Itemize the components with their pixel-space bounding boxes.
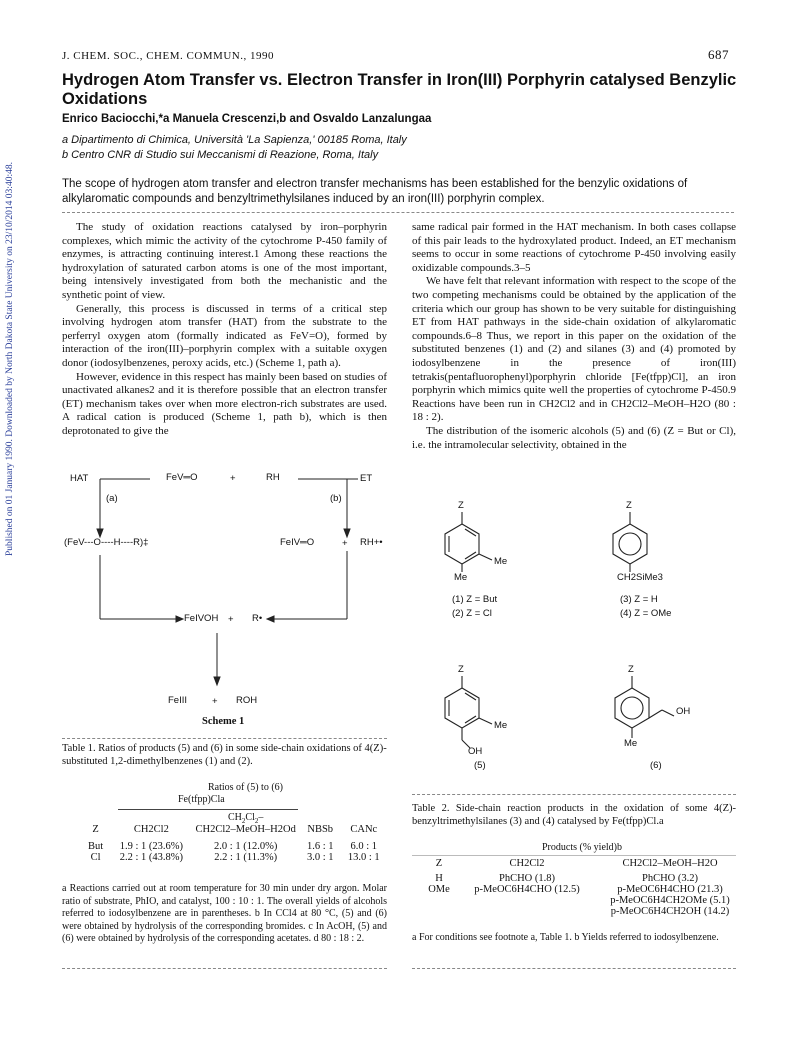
cell: 2.0 : 1 (12.0%)	[214, 841, 278, 852]
table2-col-mixed: CH2Cl2–MeOH–H2O	[622, 858, 718, 869]
divider	[62, 738, 387, 739]
plus-sign: +	[228, 614, 234, 625]
table-row	[420, 884, 744, 895]
cell	[458, 895, 596, 906]
affiliation-a: a Dipartimento di Chimica, Università 'La Sapienza,' 00185 Roma, Italy	[62, 134, 407, 146]
divider	[412, 794, 736, 795]
et-label: ET	[360, 473, 373, 484]
hydroxyl-label: OH	[676, 706, 691, 717]
table1-col-mix-top: $CH_2Cl_2-$	[228, 812, 264, 825]
feiv-o-label: FeIV═O	[280, 537, 315, 548]
cell: But	[88, 841, 104, 852]
plus-sign: +	[230, 473, 236, 484]
authors: Enrico Baciocchi,*a Manuela Crescenzi,b and Osvaldo Lanzalungaa	[62, 113, 432, 125]
cell: 1.9 : 1 (23.6%)	[119, 841, 183, 852]
table2-head: Products (% yield)b	[542, 842, 622, 853]
table-row	[80, 852, 387, 863]
table1-col-nbs: NBSb	[307, 824, 334, 835]
cell: 13.0 : 1	[347, 852, 380, 863]
cell: Cl	[90, 852, 101, 863]
z-substituent: Z	[628, 664, 634, 675]
cell: 2.2 : 1 (43.8%)	[119, 852, 183, 863]
table2-footnote: a For conditions see footnote a, Table 1. b Yields referred to iodosylbenzene.	[412, 932, 719, 943]
hydroxyl-label: OH	[468, 746, 483, 757]
cell: 2.2 : 1 (11.3%)	[214, 852, 278, 863]
methyl-label: Me	[494, 720, 508, 731]
cell: PhCHO (3.2)	[641, 873, 698, 884]
compound-2-label: (2) Z = Cl	[452, 608, 492, 619]
cell: p-MeOC6H4CHO (12.5)	[474, 884, 580, 895]
cell	[458, 906, 596, 917]
download-notice	[4, 60, 16, 660]
table2-grid	[420, 858, 744, 917]
article-title: Hydrogen Atom Transfer vs. Electron Transfer in Iron(III) Porphyrin catalysed Benzylic Oxidations	[62, 71, 737, 108]
z-substituent: Z	[458, 500, 464, 511]
table2-header-row	[420, 858, 744, 869]
table1-head-catalyst: Fe(tfpp)Cla	[178, 794, 225, 805]
scheme-arrows	[62, 465, 392, 725]
compound-6-label: (6)	[650, 760, 662, 771]
table1-grid	[80, 824, 387, 863]
abstract-divider	[62, 212, 734, 213]
table1-col-can: CANc	[350, 824, 378, 835]
z-substituent: Z	[626, 500, 632, 511]
table2-caption: Table 2. Side-chain reaction products in the oxidation of some 4(Z)-benzyltrimethylsilanes (3) and (4) catalysed by Fe(tfpp)Cl.a	[412, 803, 736, 827]
structure-drawings	[412, 498, 742, 778]
z-substituent: Z	[458, 664, 464, 675]
scheme-1	[62, 465, 392, 735]
table2-col-z: Z	[435, 858, 443, 869]
page-number: 687	[708, 47, 729, 62]
divider	[62, 968, 387, 969]
table1-rule	[118, 809, 298, 810]
cell: PhCHO (1.8)	[498, 873, 555, 884]
paragraph: However, evidence in this respect has mainly been based on studies of unactivated alkanes2 and it is therefore possible that an electron transfer (ET) mechanism takes over when more electron-rich substrates are used. A radical cation is produced (Scheme 1, path b), which is then deprotonated to give the	[62, 370, 387, 437]
ch2sime3-label: CH2SiMe3	[617, 572, 663, 583]
cell: p-MeOC6H4CH2OMe (5.1)	[610, 895, 730, 906]
table-row	[420, 906, 744, 917]
structures-figure	[412, 498, 742, 778]
compound-1-label: (1) Z = But	[452, 594, 498, 605]
table1-header-row	[80, 824, 387, 835]
cell: p-MeOC6H4CHO (21.3)	[617, 884, 723, 895]
cell: p-MeOC6H4CH2OH (14.2)	[610, 906, 730, 917]
cell	[420, 895, 458, 906]
right-column-text	[412, 221, 736, 452]
paragraph: Generally, this process is discussed in terms of a critical step involving hydrogen atom transfer (HAT) from the substrate to the perferryl oxygen atom (formally indicated as FeV=O), formed by interaction of the iron(III)–porphyrin complex with a suitable oxygen donor (iodosylbenzenes, peroxy acids, etc.) (Scheme 1, path a).	[62, 302, 387, 369]
cell: 6.0 : 1	[350, 841, 378, 852]
path-a-label: (a)	[106, 493, 118, 504]
methyl-label: Me	[624, 738, 638, 749]
roh-label: ROH	[236, 695, 258, 706]
download-notice-text: Published on 01 January 1990. Downloaded by North Dakota State University on 23/10/2014 03:40:48.	[5, 162, 15, 556]
table1-col-mixed: CH2Cl2–MeOH–H2Od	[195, 824, 296, 835]
feiv-oh-label: FeIVOH	[184, 613, 219, 624]
scheme-caption: Scheme 1	[202, 716, 245, 727]
path-b-label: (b)	[330, 493, 342, 504]
radical-cation-label: RH+•	[360, 537, 383, 548]
cell	[420, 906, 458, 917]
paragraph: We have felt that relevant information with respect to the scope of the two competing mechanisms could be obtained by the application of the criteria which our group has shown to be very suitable for distinguishing ET from HAT pathways in the side-chain oxidation of alkylaromatic compounds.6–8 Thus, we report in this paper on the oxidation of the substituted benzenes (1) and (2) and silanes (3) and (4) promoted by iodosylbenzene in the presence of iron(III) tetrakis(pentafluorophenyl)porphyrin chloride [Fe(tfpp)Cl], an iron porphyrin which mimics quite well the properties of cytochrome P-450.9 Reactions have been run in CH2Cl2 and in CH2Cl2–MeOH–H2O (80 : 18 : 2).	[412, 275, 736, 424]
compound-4-label: (4) Z = OMe	[620, 608, 672, 619]
table1-head-ratios: Ratios of (5) to (6)	[208, 782, 283, 793]
compound-5-label: (5)	[474, 760, 486, 771]
plus-sign: +	[342, 538, 348, 549]
methyl-label: Me	[494, 556, 508, 567]
compound-3-label: (3) Z = H	[620, 594, 658, 605]
table1-col-ch2cl2: CH2Cl2	[133, 824, 169, 835]
table2-rule	[412, 855, 736, 856]
cell: 1.6 : 1	[306, 841, 334, 852]
feiii-label: FeIII	[168, 695, 188, 706]
divider	[412, 968, 736, 969]
cell: H	[435, 873, 443, 884]
affiliation-b: b Centro CNR di Studio sui Meccanismi di Reazione, Roma, Italy	[62, 149, 379, 161]
table-row	[420, 873, 744, 884]
rh-label: RH	[266, 472, 280, 483]
plus-sign: +	[212, 696, 218, 707]
table-row	[80, 841, 387, 852]
hat-label: HAT	[70, 473, 89, 484]
radical-label: R•	[252, 613, 263, 624]
journal-header: J. CHEM. SOC., CHEM. COMMUN., 1990	[62, 50, 274, 62]
methyl-label: Me	[454, 572, 468, 583]
abstract: The scope of hydrogen atom transfer and electron transfer mechanisms has been established for the benzylic oxidations of alkylaromatic compounds and benzyltrimethylsilanes induced by an iron(III) porphyrin complex.	[62, 178, 688, 205]
table-row	[420, 895, 744, 906]
table1-caption: Table 1. Ratios of products (5) and (6) in some side-chain oxidations of 4(Z)-substituted 1,2-dimethylbenzenes (1) and (2).	[62, 743, 387, 767]
paragraph: The study of oxidation reactions catalysed by iron–porphyrin complexes, which mimic the activity of the cytochrome P-450 family of enzymes, is attracting continuing interest.1 Among these reactions the hydroxylation of saturated carbon atoms is one of the most important, being intensively investigated from both the mechanistic and the synthetic point of view.	[62, 221, 387, 301]
paragraph: The distribution of the isomeric alcohols (5) and (6) (Z = But or Cl), i.e. the intramolecular selectivity, obtained in the	[412, 424, 736, 451]
paragraph: same radical pair formed in the HAT mechanism. In both cases collapse of this pair leads to the hydroxylated product. Indeed, an ET mechanism seems to occur in some reactions of cytochrome P-450 involving easily oxidizable compounds.3–5	[412, 221, 736, 274]
table1-col-z: Z	[92, 824, 99, 835]
left-column-text	[62, 221, 387, 439]
transition-state: (FeV---O----H----R)‡	[64, 537, 149, 548]
cell: 3.0 : 1	[306, 852, 334, 863]
table1-footnote: a Reactions carried out at room temperature for 30 min under dry argon. Molar ratio of substrate, PhIO, and catalyst, 100 : 10 : 1. The overall yields of alcohols referred to iodosylbenzene are in parentheses. b In CCl4 at 80 °C, (5) and (6) were obtained by hydrolysis of the corresponding bromides. c In AcOH, (5) and (6) were obtained by hydrolysis of the corresponding acetates. d 80 : 18 : 2.	[62, 883, 387, 944]
fev-o-label: FeV═O	[166, 472, 198, 483]
cell: OMe	[428, 884, 450, 895]
table2-col-ch2cl2: CH2Cl2	[509, 858, 545, 869]
